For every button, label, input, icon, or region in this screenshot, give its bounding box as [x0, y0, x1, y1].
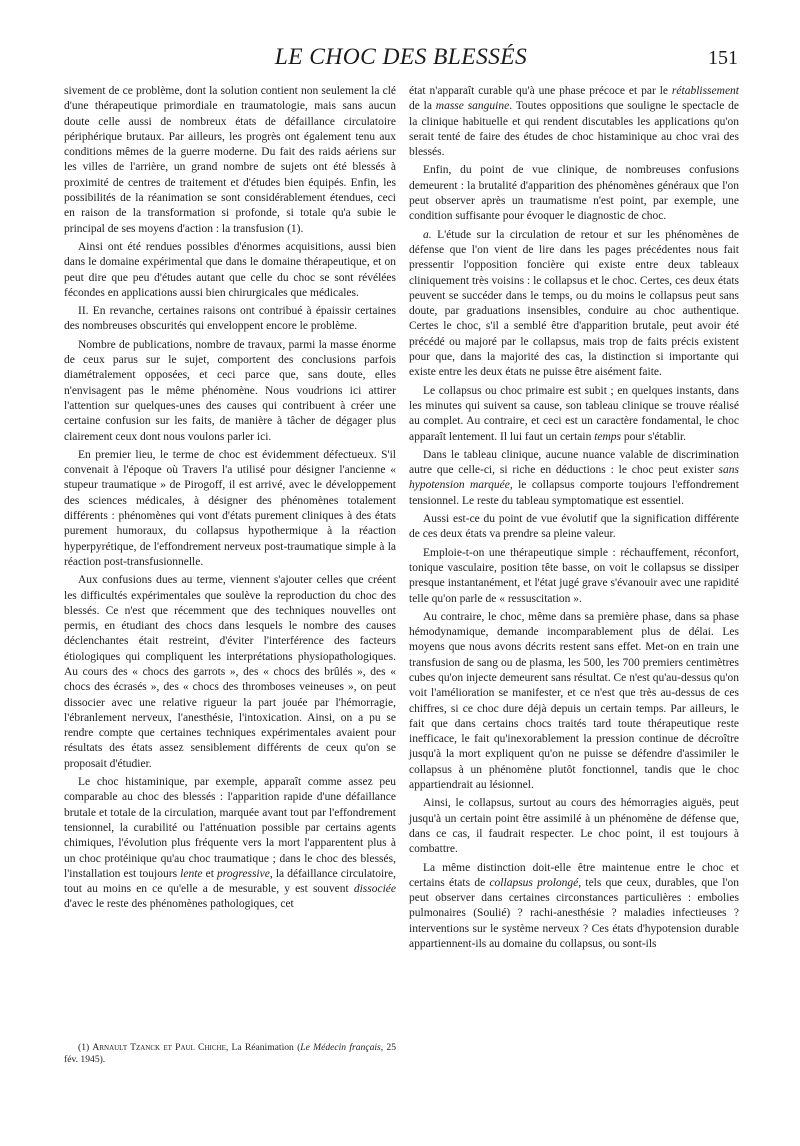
paragraph: Ainsi ont été rendues possibles d'énormes acquisitions, aussi bien dans le domaine expérimental que dans le domaine thérapeutique, et on peut dire que peu d'études autant que celle du choc se sont révélées fécondes en applications aussi bien chirurgicales que médicales.: [64, 240, 396, 299]
paragraph: [409, 228, 739, 381]
text-run: , le collapsus comporte toujours l'effondrement tensionnel. Le reste du tableau symptomatique est essentiel.: [409, 479, 739, 507]
text-run: état n'apparaît curable qu'à une phase précoce et par le: [409, 85, 672, 97]
text-run: L'étude sur la circulation de retour et sur les phénomènes de défense que l'on vient de lire dans les pages précédentes nous fait pressentir l'opposition foncière qui existe entre deux tableaux cliniquement très voisins : le collapsus et le choc. Certes, ces deux états peuvent se succéder dans le temps, ou du moins le collapsus peut sans doute, par graduations insensibles, conduire au choc authentique. Certes le choc, s'il a semblé être d'apparition brutale, peut avoir été précédé ou majoré par le collapsus, mais trop de faits précis existent pour que, dans la majorité des cas, la distinction si importante qui existe entre les deux états ne puisse être aisément faite.: [409, 228, 739, 379]
paragraph: En premier lieu, le terme de choc est évidemment défectueux. S'il convenait à l'époque où Travers l'a utilisé pour désigner l'ancienne « stupeur traumatique » de Pirogoff, il est arrivé, avec le développement des sciences médicales, à désigner des phénomènes totalement différents : phénomènes qui vont d'états purement cliniques à des états purement humoraux, du collapsus hypothermique à la réaction hyperpyrétique, de l'effondrement nerveux post-traumatique simple à la réaction post-transfusionnelle.: [64, 448, 396, 568]
right-column: [409, 84, 739, 955]
text-run: , tels que ceux, durables, que l'on peut observer dans certaines circonstances particulières : embolies pulmonaires (Soulié) ? rachi-anesthésie ? maladies infectieuses ? interventions sur le système nerveux ? Ces états d'hypotension durable appartiennent-ils au domaine du collapsus, ou sont-ils: [409, 876, 739, 951]
emphasis: progressive: [217, 867, 270, 880]
paragraph: Ainsi, le collapsus, surtout au cours des hémorragies aiguës, peut jusqu'à un certain point être assimilé à un phénomène de défense que, dans ce cas, il faudrait respecter. Le choc point, il est toujours à combattre.: [409, 797, 739, 856]
paragraph: II. En revanche, certaines raisons ont contribué à épaissir certaines des nombreuses obscurités qui enveloppent encore le problème.: [64, 305, 396, 333]
text-run: et: [202, 867, 218, 880]
paragraph: Nombre de publications, nombre de travaux, parmi la masse énorme de ceux parus sur le sujet, comportent des conclusions parfois diamétralement opposées, et ceci parce que, sans doute, elles n'envisagent pas le même phénomène. Nous voudrions ici attirer l'attention sur quelques-unes des causes qui contribuent à créer une certaine confusion sur les faits, de manière à tâcher de dégager plus clairement ceux dont nous voulons parler ici.: [64, 338, 396, 443]
text-run: La même distinction doit-elle être maintenue entre le choc et certains états de: [409, 861, 739, 889]
text-run: Le collapsus ou choc primaire est subit ; en quelques instants, dans les minutes qui suivent sa cause, son tableau clinique se trouve réalisé au complet. Au contraire, et ceci est un caractère fondamental, le choc apparaît lentement. Il lui faut un certain: [409, 384, 739, 443]
page-number: 151: [708, 47, 738, 69]
paragraph: Au contraire, le choc, même dans sa première phase, dans sa phase hémodynamique, demande incomparablement plus de délai. Les moyens que nous avons décrits restent sans effet. Met-on en train une transfusion de sang ou de plasma, les 500, les 700 premiers centimètres cubes qu'on injecte demeurent sans résultat. Ce n'est qu'au-dessus qu'on voit l'amélioration se manifester, et ce n'est que très au-dessus de ces chiffres, si ce choc dure déjà depuis un certain temps. Par ailleurs, le fait que dans certains chocs traités tard toute thérapeutique reste inefficace, le fait qu'inexorablement la pression continue de décroître jusqu'à la mort expliquent qu'on ne puisse se défendre d'assimiler le collapsus à un phénomène plutôt fonctionnel, tandis que le choc appartiendrait au lésionnel.: [409, 610, 739, 792]
text-run: pour s'établir.: [621, 430, 687, 443]
footnote-source: Le Médecin français: [300, 1042, 381, 1053]
emphasis: masse sanguine: [435, 100, 510, 113]
emphasis: dissociée: [353, 883, 396, 896]
left-column: [64, 84, 396, 916]
footnote: [64, 1042, 396, 1067]
text-run: , la défaillance circulatoire, tout au moins en ce qu'elle a de mesurable, y est souvent: [64, 867, 396, 896]
footnote-marker: (1): [78, 1042, 93, 1053]
emphasis: temps: [594, 430, 622, 443]
running-title: LE CHOC DES BLESSÉS: [274, 44, 528, 70]
text-run: de la: [409, 100, 436, 113]
text-run: Dans le tableau clinique, aucune nuance valable de discrimination autre que celle-ci, si riche en déductions : le choc peut exister: [409, 448, 739, 477]
text-run: d'avec le reste des phénomènes pathologiques, cet: [64, 898, 294, 911]
paragraph: Aux confusions dues au terme, viennent s'ajouter celles que créent les difficultés expérimentales que soulève la reproduction du choc des blessés. Ce n'est que récemment que des techniques nouvelles ont permis, en étudiant des chocs dans lesquels le nombre des causes déclenchantes était restreint, d'éviter l'interférence des facteurs étiologiques qui compliquent les interprétations physiopathologiques. Au cours des « chocs des garrots », des « chocs des brûlés », des « chocs des écrasés », des « chocs des thromboses veineuses », on peut dissocier avec une relative rigueur la part jouée par l'hémorragie, l'ébranlement nerveux, l'anesthésie, l'intoxication. Ainsi, on a pu se rendre compte que certaines techniques expérimentales avaient pour résultats des états assez sensiblement différents de ceux qu'on se proposait d'étudier.: [64, 574, 396, 770]
text-run: , La Réanimation (: [225, 1042, 301, 1053]
emphasis: lente: [180, 867, 203, 880]
footnote-text: [64, 1042, 396, 1067]
text-run: Le choc histaminique, par exemple, apparaît comme assez peu comparable au choc des blessés : l'apparition rapide d'une défaillance brutale et totale de la circulation, marquée avant tout par l'effondrement tensionnel, la curabilité ou l'atténuation possible par certains agents chimiques, l'évolution plus fréquente vers la mort l'apparentent plus à un choc protéinique qu'au choc traumatique ; dans le choc des blessés, l'installation est toujours: [64, 776, 396, 880]
paragraph: Enfin, du point de vue clinique, de nombreuses confusions demeurent : la brutalité d'apparition des phénomènes généraux que l'on peut observer après un traumatisme n'est point, par exemple, une condition suffisante pour évoquer le diagnostic de choc.: [409, 164, 739, 223]
paragraph: [64, 775, 396, 913]
paragraph: sivement de ce problème, dont la solution contient non seulement la clé d'une thérapeutique primordiale en traumatologie, mais sans aucun doute celle aussi de nombreux états de défaillance circulatoire périphérique brutaux. Par ailleurs, les progrès ont également tenu aux conditions mêmes de la guerre moderne. Du fait des raids aériens sur les villes de l'arrière, un grand nombre de sujets ont été blessés à proximité de centres de traitement et d'études bien équipés. Enfin, les possibilités de la réanimation se sont considérablement étendues, ceci en raison de la transformation si profonde, si totale qu'a subie le principal de ses moyens d'action : la transfusion (1).: [64, 85, 396, 235]
page-header: [64, 44, 738, 78]
paragraph: [409, 84, 739, 160]
emphasis: sans hypotension marquée: [409, 464, 739, 492]
list-marker: a.: [423, 228, 432, 241]
paragraph: Emploie-t-on une thérapeutique simple : réchauffement, réconfort, tonique vasculaire, position tête basse, on voit le collapsus se dissiper presque instantanément, et l'état jugé grave s'évanouir avec une rapidité telle qu'on parle de « ressuscitation ».: [409, 546, 739, 605]
text-run: . Toutes oppositions que souligne le spectacle de la clinique habituelle et qui rendent discutables les applications qu'on serait tenté de faire des études de choc histaminique au choc vrai des blessés.: [409, 100, 739, 159]
paragraph: [409, 861, 739, 953]
paragraph: [409, 448, 739, 509]
paragraph: Aussi est-ce du point de vue évolutif que la signification différente de ces deux états va prendre sa pleine valeur.: [409, 513, 739, 541]
footnote-authors: Arnault Tzanck et Paul Chiche: [92, 1042, 226, 1053]
emphasis: collapsus prolongé: [489, 876, 579, 889]
emphasis: rétablissement: [671, 85, 739, 97]
paragraph: [409, 384, 739, 445]
text-run: , 25 fév. 1945).: [64, 1042, 396, 1066]
